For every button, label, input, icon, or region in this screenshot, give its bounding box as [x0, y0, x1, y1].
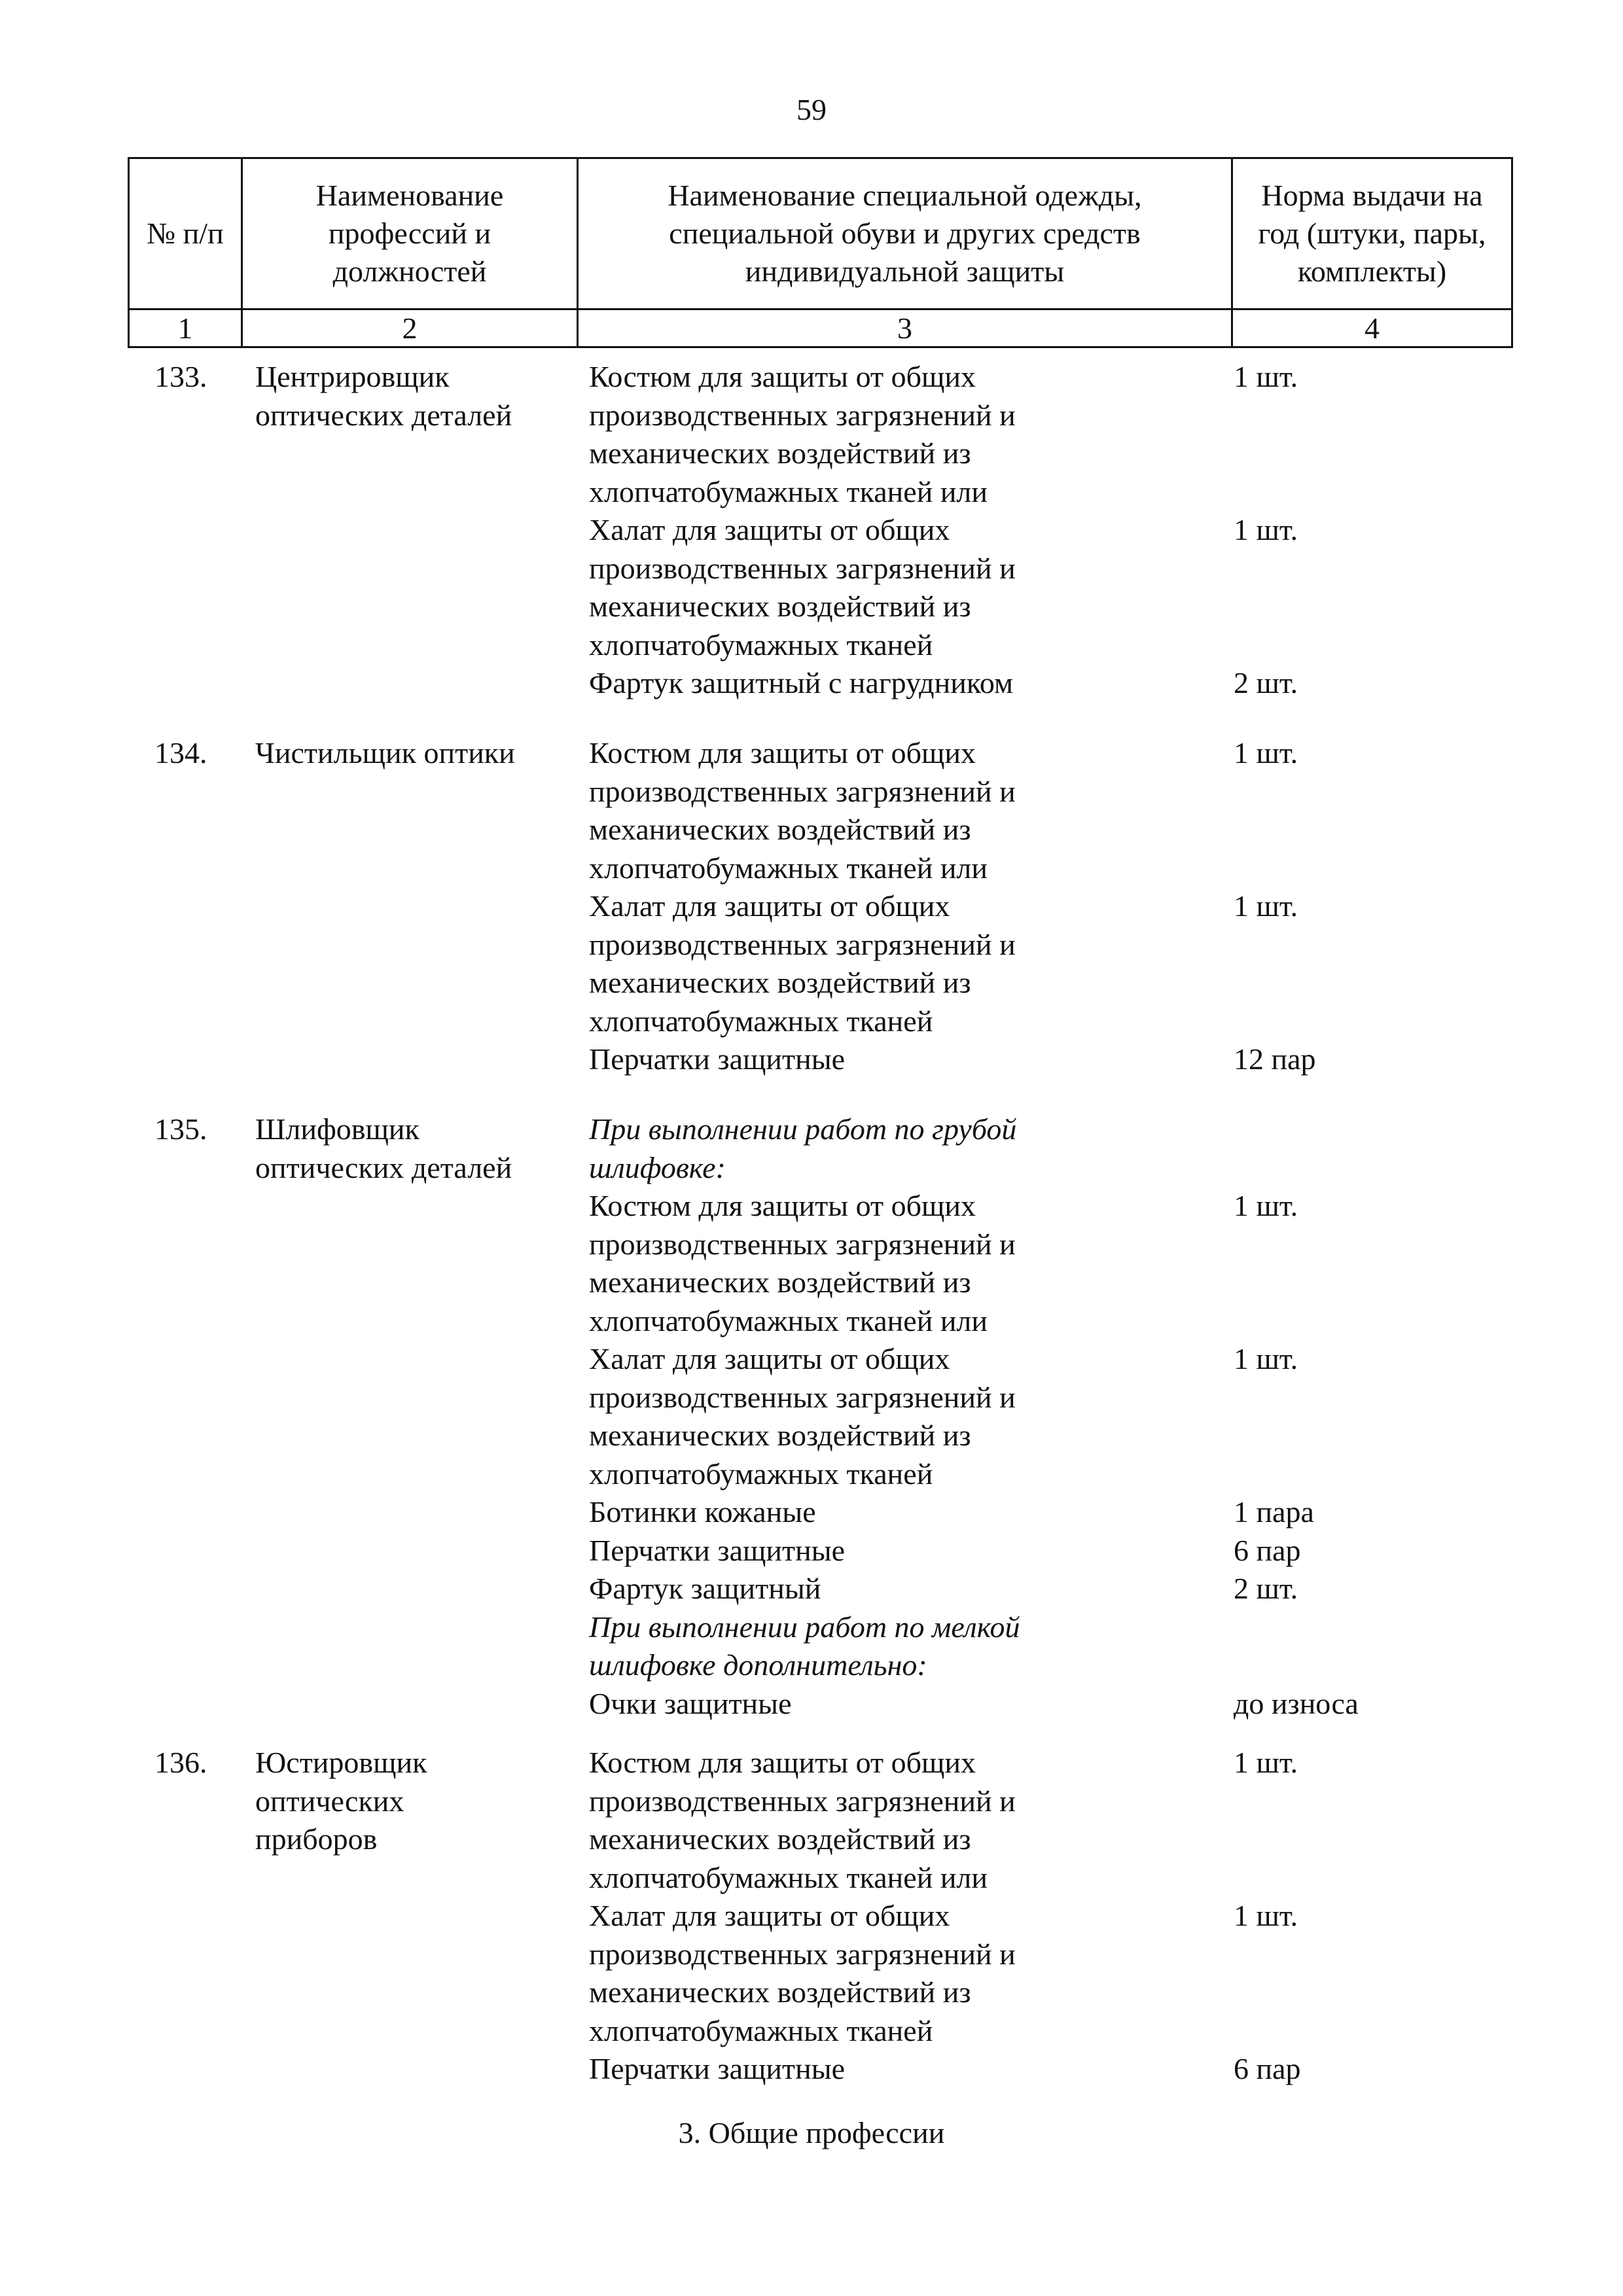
- issue-norm: 1 шт.: [1234, 1342, 1298, 1375]
- row-profession: Чистильщик оптики: [255, 736, 515, 769]
- header-number: № п/п: [129, 158, 242, 309]
- equipment-item: [589, 734, 1453, 887]
- row-profession: Центрировщик оптических деталей: [255, 360, 512, 432]
- row-items: [589, 358, 1453, 703]
- row-number: 133.: [154, 360, 207, 393]
- row-items: [589, 1744, 1453, 2089]
- equipment-name: Халат для защиты от общих производственных загрязнений и механических воздействий из хлопчатобумажных тканей: [589, 1899, 1016, 2047]
- row-items: [589, 734, 1453, 1079]
- equipment-name: Очки защитные: [589, 1686, 792, 1720]
- issue-norm: 1 шт.: [1234, 736, 1298, 769]
- equipment-name: Костюм для защиты от общих производственных загрязнений и механических воздействий из хлопчатобумажных тканей или: [589, 736, 1016, 885]
- equipment-name: Костюм для защиты от общих производственных загрязнений и механических воздействий из хлопчатобумажных тканей или: [589, 1746, 1016, 1894]
- condition-note: [589, 1608, 1453, 1685]
- equipment-name: Перчатки защитные: [589, 2052, 846, 2085]
- page-number: 59: [796, 93, 827, 126]
- issue-norm: до износа: [1234, 1686, 1359, 1720]
- column-number-4: 4: [1232, 309, 1512, 347]
- section-title: 3. Общие профессии: [678, 2116, 945, 2149]
- equipment-item: [589, 1685, 1453, 1723]
- issue-norm: 6 пар: [1234, 2052, 1301, 2085]
- row-number: 136.: [154, 1746, 207, 1779]
- issue-norm: 12 пар: [1234, 1042, 1316, 1076]
- equipment-item: [589, 1493, 1453, 1532]
- header-equipment: Наименование специальной одежды, специальной обуви и других средств индивидуальной защиты: [578, 158, 1232, 309]
- header-profession: Наименование профессий и должностей: [242, 158, 578, 309]
- equipment-item: [589, 1897, 1453, 2050]
- equipment-name: Халат для защиты от общих производственных загрязнений и механических воздействий из хлопчатобумажных тканей: [589, 513, 1016, 662]
- equipment-item: [589, 1744, 1453, 1897]
- equipment-item: [589, 664, 1453, 703]
- issue-norm: 1 шт.: [1234, 1189, 1298, 1222]
- equipment-item: [589, 1040, 1453, 1079]
- equipment-name: Ботинки кожаные: [589, 1495, 816, 1528]
- equipment-item: [589, 1187, 1453, 1340]
- issue-norm: 1 шт.: [1234, 889, 1298, 923]
- column-number-3: 3: [578, 309, 1232, 347]
- condition-note: [589, 1110, 1453, 1187]
- equipment-item: [589, 1570, 1453, 1608]
- table-header: [128, 157, 1513, 348]
- issue-norm: 1 пара: [1234, 1495, 1314, 1528]
- row-number: 134.: [154, 736, 207, 769]
- equipment-item: [589, 887, 1453, 1040]
- issue-norm: 6 пар: [1234, 1533, 1301, 1567]
- equipment-item: [589, 2050, 1453, 2089]
- equipment-name: При выполнении работ по мелкой шлифовке дополнительно:: [589, 1610, 1020, 1682]
- issue-norm: 2 шт.: [1234, 1572, 1298, 1605]
- row-items: [589, 1110, 1453, 1723]
- issue-norm: 1 шт.: [1234, 1746, 1298, 1779]
- equipment-item: [589, 1532, 1453, 1570]
- row-profession: Шлифовщик оптических деталей: [255, 1112, 512, 1184]
- equipment-name: Халат для защиты от общих производственных загрязнений и механических воздействий из хлопчатобумажных тканей: [589, 1342, 1016, 1491]
- issue-norm: 2 шт.: [1234, 666, 1298, 699]
- equipment-item: [589, 358, 1453, 511]
- column-number-1: 1: [129, 309, 242, 347]
- header-norm: Норма выдачи на год (штуки, пары, комплекты): [1232, 158, 1512, 309]
- issue-norm: 1 шт.: [1234, 360, 1298, 393]
- equipment-name: Костюм для защиты от общих производственных загрязнений и механических воздействий из хлопчатобумажных тканей или: [589, 360, 1016, 508]
- equipment-name: Халат для защиты от общих производственных загрязнений и механических воздействий из хлопчатобумажных тканей: [589, 889, 1016, 1038]
- row-number: 135.: [154, 1112, 207, 1146]
- equipment-name: Костюм для защиты от общих производственных загрязнений и механических воздействий из хлопчатобумажных тканей или: [589, 1189, 1016, 1337]
- equipment-name: Перчатки защитные: [589, 1042, 846, 1076]
- row-profession: Юстировщик оптических приборов: [255, 1746, 427, 1856]
- issue-norm: 1 шт.: [1234, 1899, 1298, 1932]
- equipment-name: Фартук защитный: [589, 1572, 821, 1605]
- equipment-item: [589, 1340, 1453, 1493]
- issue-norm: 1 шт.: [1234, 513, 1298, 546]
- equipment-name: Перчатки защитные: [589, 1533, 846, 1567]
- equipment-name: При выполнении работ по грубой шлифовке:: [589, 1112, 1017, 1184]
- column-number-2: 2: [242, 309, 578, 347]
- equipment-item: [589, 511, 1453, 664]
- equipment-name: Фартук защитный с нагрудником: [589, 666, 1014, 699]
